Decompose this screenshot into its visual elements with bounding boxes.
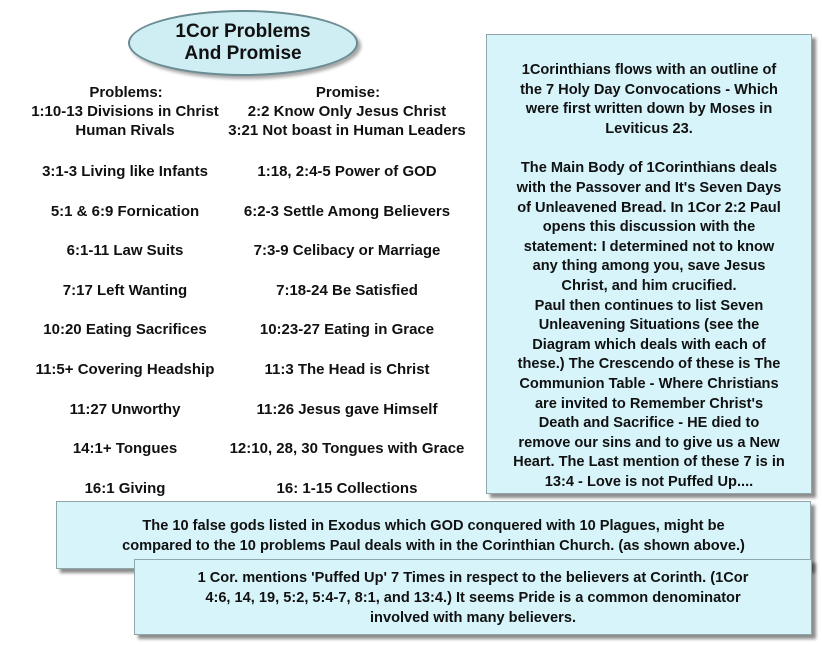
problem-line: 14:1+ Tongues: [72, 440, 178, 457]
side-paragraph-1: [495, 61, 803, 139]
side-text-line: of Unleavened Bread. In 1Cor 2:2 Paul: [517, 199, 781, 216]
promise-line: 10:23-27 Eating in Grace: [259, 321, 435, 338]
mid-note-line: compared to the 10 problems Paul deals with in the Corinthian Church. (as shown above.): [122, 538, 745, 554]
side-text-line: The Main Body of 1Corinthians deals: [520, 160, 778, 177]
side-text-line: 1Corinthians flows with an outline of: [521, 62, 777, 78]
promise-item: [212, 400, 482, 419]
side-text-line: Paul then continues to list Seven: [534, 297, 764, 314]
side-paragraph-2: [495, 159, 803, 492]
promise-header: Promise:: [315, 84, 381, 101]
side-text-line: Death and Sacrifice - HE died to: [538, 415, 760, 432]
problem-line: 6:1-11 Law Suits: [66, 242, 184, 259]
side-text-line: remove our sins and to give us a New: [518, 434, 780, 451]
promise-line: 12:10, 28, 30 Tongues with Grace: [229, 440, 465, 457]
side-text-line: 13:4 - Love is not Puffed Up....: [544, 473, 754, 490]
title-ellipse: [128, 10, 358, 76]
promise-line: 1:18, 2:4-5 Power of GOD: [257, 163, 437, 180]
side-text-line: Unleavening Situations (see the: [538, 317, 760, 334]
side-text-line: Communion Table - Where Christians: [519, 375, 779, 392]
promise-line: 2:2 Know Only Jesus Christ: [247, 103, 447, 120]
side-text-line: were first written down by Moses in: [525, 101, 773, 118]
side-text-line: Leviticus 23.: [605, 120, 693, 137]
promise-item: [212, 360, 482, 379]
promise-line: 16: 1-15 Collections: [276, 480, 418, 497]
promise-item: [212, 202, 482, 221]
promise-item: [212, 479, 482, 498]
side-text-line: Diagram which deals with each of: [532, 336, 766, 353]
side-text-line: with the Passover and It's Seven Days: [516, 179, 782, 196]
problem-line: Human Rivals: [75, 122, 175, 139]
problem-line: 3:1-3 Living like Infants: [42, 163, 208, 180]
puffed-up-note-box: [134, 559, 812, 635]
side-text-line: any thing among you, save Jesus: [532, 258, 766, 275]
promise-item: [212, 281, 482, 300]
promise-line: 7:3-9 Celibacy or Marriage: [253, 242, 441, 259]
problem-line: 11:5+ Covering Headship: [35, 361, 215, 378]
side-text-line: Christ, and him crucified.: [561, 277, 737, 294]
promise-line: 6:2-3 Settle Among Believers: [243, 203, 451, 220]
side-text-line: these.) The Crescendo of these is The: [517, 356, 781, 373]
promise-item: [212, 241, 482, 260]
promise-line: 3:21 Not boast in Human Leaders: [228, 122, 466, 139]
mid-note-line: The 10 false gods listed in Exodus which GOD conquered with 10 Plagues, might be: [142, 518, 725, 534]
side-text-line: Heart. The Last mention of these 7 is in: [513, 454, 785, 471]
title-line-1: 1Cor Problems: [175, 21, 311, 42]
promise-item: [212, 162, 482, 181]
title-line-2: And Promise: [184, 43, 302, 64]
problem-line: 10:20 Eating Sacrifices: [43, 321, 207, 338]
promise-line: 11:3 The Head is Christ: [264, 361, 430, 378]
promise-item: [212, 320, 482, 339]
side-text-line: are invited to Remember Christ's: [534, 395, 764, 412]
problem-line: 7:17 Left Wanting: [62, 282, 188, 299]
bottom-note-line: 4:6, 14, 19, 5:2, 5:4-7, 8:1, and 13:4.) It seems Pride is a common denominator: [205, 590, 741, 606]
problem-line: 1:10-13 Divisions in Christ: [31, 103, 219, 120]
side-text-line: the 7 Holy Day Convocations - Which: [520, 81, 778, 98]
promise-item: [212, 102, 482, 140]
problem-line: 11:27 Unworthy: [69, 401, 181, 418]
bottom-note-line: involved with many believers.: [369, 610, 576, 626]
problems-header: Problems:: [89, 84, 163, 101]
promise-line: 11:26 Jesus gave Himself: [256, 401, 438, 418]
side-text-line: statement: I determined not to know: [523, 238, 775, 255]
promise-line: 7:18-24 Be Satisfied: [276, 282, 418, 299]
problem-line: 5:1 & 6:9 Fornication: [50, 203, 200, 220]
promise-item: [212, 439, 482, 458]
holy-days-explanation-box: [486, 34, 812, 494]
bottom-note-line: 1 Cor. mentions 'Puffed Up' 7 Times in respect to the believers at Corinth. (1Cor: [197, 570, 749, 586]
side-text-line: opens this discussion with the: [542, 219, 756, 236]
problem-line: 16:1 Giving: [84, 480, 166, 497]
